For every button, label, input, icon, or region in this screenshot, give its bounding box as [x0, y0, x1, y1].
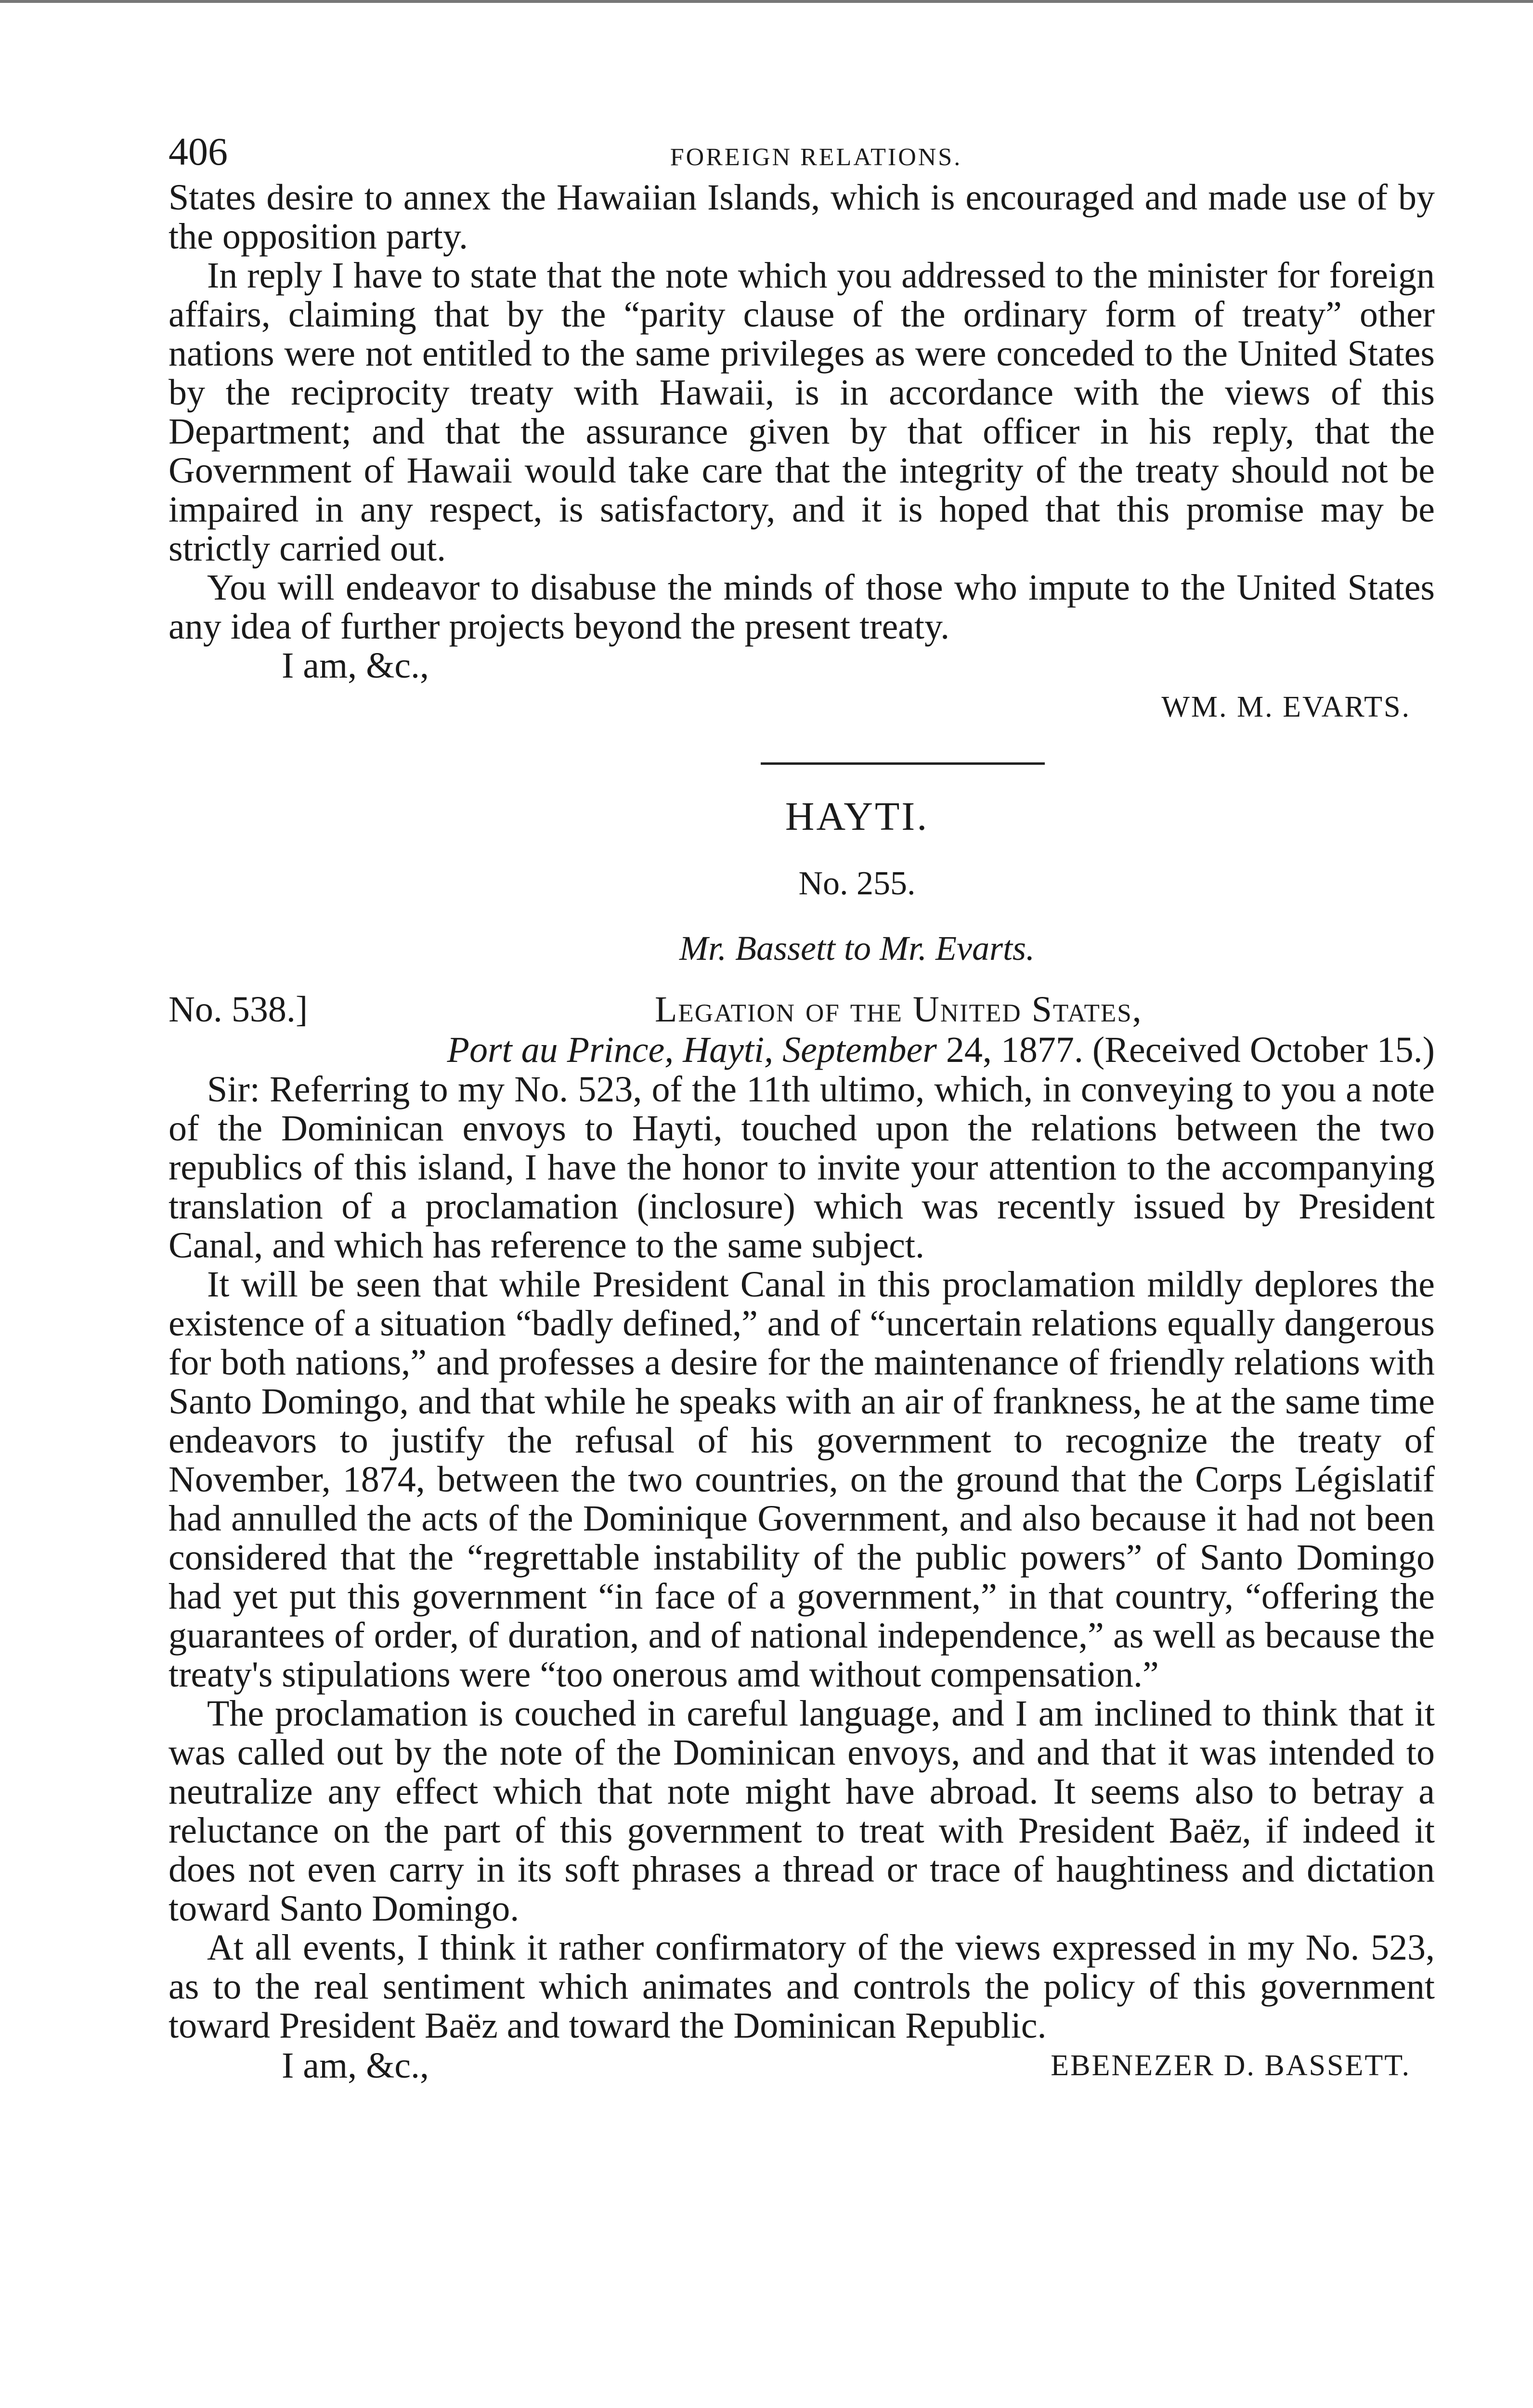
paragraph: In reply I have to state that the note which you addressed to the minister for foreign affairs, claiming that by the “parity clause of the ordinary form of treaty” other nations were not entitled to the same privileges as were conceded to the United States by the reciprocity treaty with Hawaii, is in accordance with the views of this Department; and that the assurance given by that officer in his reply, that the Government of Hawaii would take care that the integrity of the treaty should not be impaired in any respect, is satisfactory, and it is hoped that this promise may be strictly carried out.	[169, 255, 1435, 569]
signature: EBENEZER D. BASSETT.	[1051, 2049, 1411, 2082]
paragraph: Sir: Referring to my No. 523, of the 11th ultimo, which, in conveying to you a note of the Dominican envoys to Hayti, touched upon the relations between the two republics of this island, I have the honor to invite your attention to the accompanying translation of a proclamation (inclosure) which was recently issued by President Canal, and which has reference to the same subject.	[169, 1069, 1435, 1266]
prior-letter	[169, 178, 1435, 729]
signature: WM. M. EVARTS.	[1161, 691, 1411, 723]
page-number: 406	[169, 130, 228, 173]
document-page	[169, 125, 1435, 2086]
paragraph: You will endeavor to disabuse the minds of those who impute to the United States any idea of further projects beyond the present treaty.	[169, 567, 1435, 647]
paragraph: States desire to annex the Hawaiian Islands, which is encouraged and made use of by the opposition party.	[169, 177, 1435, 257]
dispatch-body	[169, 1070, 1435, 2045]
page-top-rule	[0, 0, 1533, 3]
running-title: FOREIGN RELATIONS.	[670, 144, 962, 171]
dispatch-number: No. 538.]	[169, 989, 308, 1030]
dispatch-header	[169, 989, 1435, 1030]
dispatch-closing	[169, 2045, 1435, 2086]
paragraph: The proclamation is couched in careful language, and I am inclined to think that it was called out by the note of the Dominican envoys, and and that it was intended to neutralize any effect which that note might have abroad. It seems also to betray a reluctance on the part of this government to treat with President Baëz, if indeed it does not even carry in its soft phrases a thread or trace of haughtiness and dictation toward Santo Domingo.	[169, 1693, 1435, 1929]
closing-salutation: I am, &c.,	[282, 2045, 429, 2086]
correspondents: Mr. Bassett to Mr. Evarts.	[679, 929, 1035, 968]
place: Port au Prince, Hayti, September	[447, 1030, 937, 1070]
running-header	[169, 125, 1435, 178]
paragraph: It will be seen that while President Canal in this proclamation mildly deplores the existence of a situation “badly defined,” and of “uncertain relations equally dangerous for both nations,” and professes a desire for the maintenance of friendly relations with Santo Domingo, and that while he speaks with an air of frankness, he at the same time endeavors to justify the refusal of his government to recognize the treaty of November, 1874, between the two countries, on the ground that the Corps Législatif had annulled the acts of the Dominique Government, and also because it had not been considered that the “regrettable instability of the public powers” of Santo Domingo had yet put this government “in face of a government,” in that country, “offering the guarantees of order, of duration, and of national independence,” as well as because the treaty's stipulations were “too onerous amd without compensation.”	[169, 1264, 1435, 1695]
document-number: No. 255.	[798, 865, 916, 902]
closing-salutation: I am, &c.,	[282, 645, 429, 686]
section-divider	[761, 762, 1045, 765]
section-heading: HAYTI.	[785, 794, 929, 839]
paragraph: At all events, I think it rather confirmatory of the views expressed in my No. 523, as to the real sentiment which animates and controls the policy of this government toward President Baëz and toward the Dominican Republic.	[169, 1927, 1435, 2046]
date-received: 24, 1877. (Received October 15.)	[936, 1030, 1435, 1070]
place-and-date	[169, 1030, 1435, 1070]
legation-name: Legation of the United States,	[655, 989, 1143, 1030]
